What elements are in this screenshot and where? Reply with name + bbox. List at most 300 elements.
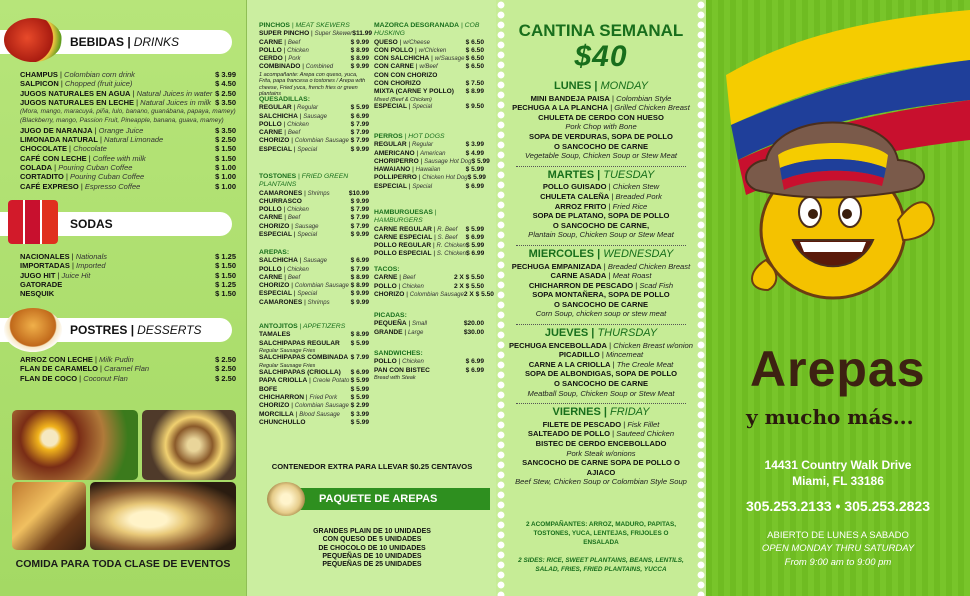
address-line2: Miami, FL 33186: [792, 474, 884, 488]
menu-row: [20, 98, 236, 107]
section-title: PERROS | HOT DOGS: [374, 133, 445, 140]
menu-item-price: $ 2.50: [215, 373, 236, 383]
menu-item: SALCHICHA | Sausage: [259, 257, 327, 265]
menu-item-en: Special: [297, 232, 318, 239]
dish-name: O SANCOCHO DE CARNE,: [552, 220, 650, 230]
juice-flavors-note: (Mora, mango, maracuyá, piña, lulo, banano, guanábana, papaya, mamey) (Blackberry, mango, Passion Fruit, Pineapple, banana, guava, mamey): [20, 108, 236, 125]
menu-row: [20, 182, 236, 191]
menu-item: CERDO | Pork: [259, 55, 301, 63]
day-line: [508, 300, 694, 310]
day-name-en: WEDNESDAY: [603, 247, 674, 260]
menu-row: [374, 242, 484, 250]
menu-item-name: NESQUIK: [20, 289, 55, 299]
menu-item-price: $ 6.50: [465, 38, 484, 46]
menu-row: [374, 329, 484, 337]
menu-item: [374, 88, 454, 96]
menu-row: [259, 104, 369, 112]
menu-item-en: Natural Limonade: [104, 135, 164, 145]
menu-row: [20, 355, 236, 364]
menu-item: CAMARONES | Shrimps: [259, 298, 330, 306]
menu-item: CAFÉ EXPRESO | Espresso Coffee: [20, 181, 141, 191]
day-line: CARNE A LA CRIOLLA | The Creole Meat: [528, 359, 674, 369]
day-name: MIERCOLES | WEDNESDAY: [528, 247, 674, 260]
menu-item: CARNE ESPECIAL | S. Beef: [374, 233, 458, 241]
menu-item-price: $ 7.99: [350, 265, 369, 273]
day-name: LUNES | MONDAY: [554, 80, 648, 92]
tostones-section: [259, 173, 369, 239]
menu-item: LIMONADA NATURAL | Natural Limonade: [20, 135, 164, 145]
menu-row: [259, 129, 369, 137]
menu-item: POLLO | Chicken: [374, 358, 424, 366]
menu-item-name: CHORIZO: [259, 282, 290, 290]
day-line: [508, 369, 694, 379]
postres-header: POSTRES | DESSERTS: [0, 318, 232, 342]
menu-row: [374, 55, 484, 63]
dish-name: FILETE DE PESCADO: [542, 419, 622, 429]
menu-row: [259, 274, 369, 282]
day-line: [508, 151, 694, 161]
menu-row: [259, 402, 369, 410]
menu-item-en: Shrimps: [307, 190, 330, 197]
day-line: MINI BANDEJA PAISA | Colombian Style: [530, 93, 672, 103]
menu-row: [259, 369, 369, 377]
day-line: [508, 132, 694, 142]
menu-item-en: Super Skewer: [314, 31, 353, 38]
menu-item-price: $ 8.99: [465, 88, 484, 96]
day-line: [508, 113, 694, 123]
menu-item: IMPORTADAS | Imported: [20, 261, 106, 271]
menu-row: [374, 320, 484, 328]
menu-row: [259, 30, 373, 38]
menu-item-price: $ 5.99: [350, 377, 369, 385]
menu-item-name: CHORIZO: [259, 402, 290, 410]
menu-row: [374, 39, 484, 47]
dish-name: SALTEADO DE POLLO: [527, 429, 611, 439]
menu-item-price: $ 6.99: [350, 112, 369, 120]
menu-item: CHOCOLATE | Chocolate: [20, 144, 107, 154]
menu-item-price: $ 1.50: [215, 261, 236, 271]
menu-item: ESPECIAL | Special: [259, 145, 318, 153]
day-name-es: VIERNES: [552, 406, 601, 419]
menu-item-en: Combined: [305, 64, 334, 71]
menu-item-name: JUGO DE NARANJA: [20, 125, 93, 135]
section-title: AREPAS:: [259, 249, 290, 256]
menu-item-name: ESPECIAL: [374, 182, 407, 190]
menu-item-price: $ 6.99: [465, 250, 485, 258]
day-block: [508, 329, 694, 398]
day-line: FILETE DE PESCADO | Fisk Fillet: [542, 419, 660, 429]
menu-item-name: CHORIZO: [259, 137, 290, 145]
menu-item-price: $ 3.50: [215, 97, 236, 107]
menu-item-name: SALCHICHA: [259, 112, 298, 120]
section-title-en: | FRIED GREEN PLANTAINS: [259, 173, 349, 189]
mascot-arepa: [738, 90, 968, 320]
dish-name: BISTEC DE CERDO ENCEBOLLADO: [535, 439, 667, 448]
menu-row: [259, 146, 369, 154]
dish-en: Beef Stew, Chicken Soup or Colombian Style Soup: [515, 477, 687, 487]
menu-item-name: GRANDE: [374, 328, 403, 336]
menu-item-en: Pork: [288, 56, 301, 63]
menu-item-name: CHORIZO: [374, 290, 405, 298]
menu-row: [259, 340, 369, 348]
section-title: SANDWICHES:: [374, 350, 423, 357]
menu-item-name: NACIONALES: [20, 252, 70, 261]
dish-name: PECHUGA EMPANIZADA: [511, 261, 602, 271]
menu-item-name: POLLO: [374, 282, 397, 290]
menu-item-name: MIXTA (CARNE Y POLLO): [374, 88, 454, 96]
day-line: CHICHARRON DE PESCADO | Scad Fish: [528, 280, 674, 290]
day-line: [508, 449, 694, 459]
dish-en: The Creole Meat: [616, 359, 674, 369]
menu-item: [374, 367, 430, 375]
menu-item-price: $ 9.99: [350, 290, 369, 298]
menu-item-name: CAMARONES: [259, 189, 303, 197]
postres-list: [0, 355, 246, 383]
dish-en: Mincemeat: [605, 350, 644, 360]
menu-item-en: Special: [297, 291, 318, 298]
sodas-list: [0, 252, 246, 298]
menu-row: [259, 55, 369, 63]
menu-row: [259, 231, 369, 239]
menu-item: CHORIZO | Sausage: [259, 222, 319, 230]
menu-item: JUGO HIT | Juice Hit: [20, 270, 91, 280]
menu-item-en: Imported: [76, 261, 106, 271]
brand-tagline: y mucho más...: [746, 405, 914, 429]
menu-item-note: Regular Sausage Fries: [259, 347, 316, 354]
menu-item-en: S. Beef: [437, 234, 458, 241]
menu-item-en: Small: [412, 321, 428, 328]
arepas-section: [259, 249, 369, 307]
bebidas-list: [0, 70, 246, 191]
menu-item-price: $ 6.99: [350, 369, 369, 377]
menu-item-note: Bread with Steak: [374, 374, 416, 381]
day-line: PECHUGA ENCEBOLLADA | Chicken Breast w/onion: [508, 340, 693, 350]
paquete-line: PEQUEÑAS DE 25 UNIDADES: [322, 561, 422, 569]
day-block: [508, 408, 694, 487]
menu-item-name: POLLO: [259, 120, 282, 128]
menu-row: [20, 252, 236, 261]
menu-row: [259, 214, 369, 222]
menu-item-price: $ 9.50: [465, 103, 484, 111]
section-title-en: | HAMBURGERS: [374, 209, 437, 225]
dish-name: ARROZ FRITO: [554, 201, 607, 211]
drinks-desserts-panel: [0, 0, 246, 596]
menu-item: SALCHICHA | Sausage: [259, 112, 327, 120]
menu-item-price: $ 7.50: [465, 80, 484, 88]
menu-item-price: $ 5.99: [350, 418, 369, 426]
menu-item-price: $ 1.25: [215, 279, 236, 289]
menu-item: REGULAR | Regular: [259, 104, 319, 112]
menu-item-name: QUESO: [374, 38, 398, 46]
menu-item: CARNE | Beef: [259, 273, 301, 281]
menu-row: [259, 121, 369, 129]
menu-item: GRANDE | Large: [374, 328, 424, 336]
day-line: [508, 142, 694, 152]
menu-item: CHAMPUS | Colombian corn drink: [20, 70, 135, 79]
menu-item-price: $ 9.99: [350, 38, 369, 46]
menu-item: [20, 280, 62, 289]
dish-en: Sauteed Chicken: [616, 429, 675, 439]
menu-item-price: $ 3.99: [350, 410, 369, 418]
menu-item-en: Beef: [402, 275, 416, 282]
menu-item-en: w/Cheese: [403, 39, 430, 46]
menu-item-price: $ 9.99: [350, 298, 369, 306]
menu-item-price: $ 6.99: [465, 233, 484, 241]
day-name-es: MARTES: [547, 168, 595, 181]
menu-item-price: $ 6.99: [350, 257, 369, 265]
hours-en: OPEN MONDAY THRU SATURDAY: [761, 543, 915, 554]
menu-item-name: CHUNCHULLO: [259, 418, 306, 426]
day-line: CHULETA CALEÑA | Breaded Pork: [540, 191, 662, 201]
paquete-title: PAQUETE DE AREPAS: [319, 493, 438, 505]
food-menu-panel: [246, 0, 496, 596]
menu-item-price: $ 5.99: [350, 394, 369, 402]
menu-item-en: Special: [412, 104, 433, 111]
right-scallop: [696, 0, 706, 596]
menu-item: REGULAR | Regular: [374, 141, 434, 149]
menu-item: [259, 198, 302, 206]
menu-row: [374, 274, 484, 282]
menu-item-price: $ 3.99: [465, 141, 484, 149]
menu-item-name: CARNE ESPECIAL: [374, 233, 433, 241]
menu-item-en: American: [420, 150, 446, 157]
menu-item-name: CARNE: [259, 129, 283, 137]
menu-item-en: R. Beef: [437, 226, 458, 233]
menu-item: CAFÉ CON LECHE | Coffee with milk: [20, 153, 146, 163]
menu-row: [259, 266, 369, 274]
day-name: MARTES | TUESDAY: [547, 168, 655, 181]
sodas-header-wrap: [0, 212, 232, 236]
dish-name: CHICHARRON DE PESCADO: [528, 280, 634, 290]
menu-item-en: Beef: [287, 274, 301, 281]
menu-row: [374, 283, 484, 291]
menu-item-en: Chopped (fruit juice): [64, 79, 133, 89]
menu-item-en: Chicken: [402, 359, 424, 366]
menu-row: [259, 290, 369, 298]
menu-item: COLADA | Pouring Cuban Coffee: [20, 162, 133, 172]
menu-item-price: $ 7.99: [350, 222, 369, 230]
menu-item-price: $ 1.25: [215, 252, 236, 261]
menu-item-en: Chicken: [287, 207, 309, 214]
menu-row: [374, 290, 494, 299]
menu-item-name: SALPICON: [20, 79, 59, 89]
dish-en: Chicken Stew: [612, 182, 660, 192]
menu-item-price: $ 2.50: [215, 135, 236, 145]
menu-item-name: REGULAR: [374, 141, 407, 149]
day-line: SALTEADO DE POLLO | Sauteed Chicken: [527, 429, 675, 439]
day-separator: [516, 324, 686, 325]
menu-row: [374, 250, 484, 258]
menu-item-note: Regular Sausage Fries: [259, 362, 316, 369]
container-note: CONTENEDOR EXTRA PARA LLEVAR $0.25 CENTAVOS: [271, 462, 473, 471]
dish-en: Corn Soup, chicken soup or stew meat: [535, 309, 667, 319]
menu-item: COMBINADO | Combined: [259, 63, 334, 71]
menu-item-price: $ 5.99: [467, 174, 486, 182]
dish-en: Chicken Breast w/onion: [613, 340, 693, 350]
menu-row: [374, 63, 484, 71]
menu-item-name: JUGOS NATURALES EN LECHE: [20, 97, 135, 107]
antojitos-section: [259, 323, 369, 427]
menu-item: [259, 369, 341, 377]
section-title-en: | HOT DOGS: [402, 133, 445, 140]
brand-name: Arepas: [750, 341, 926, 397]
menu-item-note: Mixed (Beef & Chicken): [374, 96, 432, 103]
menu-row: [374, 80, 484, 88]
menu-item-name: POLLO: [374, 358, 397, 366]
menu-row: [374, 358, 484, 366]
menu-item-name: SUPER PINCHO: [259, 30, 310, 38]
menu-item-price: $ 7.99: [350, 137, 369, 145]
arepas-photo: [90, 482, 236, 550]
menu-row: [259, 223, 369, 231]
menu-item-en: Special: [297, 146, 318, 153]
dish-name: SOPA MONTAÑERA, SOPA DE POLLO: [532, 290, 670, 300]
day-line: [508, 439, 694, 449]
menu-item-en: Espresso Coffee: [84, 181, 141, 191]
menu-item: POLLO | Chicken: [259, 120, 309, 128]
menu-row: [20, 172, 236, 181]
menu-item-name: CAFÉ CON LECHE: [20, 153, 87, 163]
menu-item-price: $ 1.50: [215, 153, 236, 163]
menu-row: [259, 198, 369, 206]
menu-item-name: CON CHORIZO: [374, 80, 421, 88]
menu-item: [259, 386, 277, 394]
cantina-panel: [496, 0, 706, 596]
menu-item-note: 1 acompañante: Arepa con queso, yuca, Frita, papa francesa o tostones / Arepa with cheese, Fried yuca, french fries or green plantains: [259, 71, 366, 98]
dish-name: CARNE A LA CRIOLLA: [528, 359, 611, 369]
day-name-es: LUNES: [554, 80, 592, 92]
day-name-en: FRIDAY: [609, 406, 650, 419]
menu-item-name: POLLO: [259, 265, 282, 273]
menu-item-price: $ 9.99: [350, 197, 369, 205]
menu-item: ARROZ CON LECHE | Milk Pudin: [20, 355, 134, 364]
day-line: PICADILLO | Mincemeat: [558, 350, 644, 360]
menu-item-price: $ 7.99: [350, 214, 369, 222]
menu-item-name: IMPORTADAS: [20, 261, 70, 271]
dish-en: Meat Roast: [612, 271, 652, 281]
menu-item-en: w/Chicken: [418, 47, 447, 54]
dish-name: MINI BANDEJA PAISA: [530, 93, 610, 103]
menu-item-name: POLLO: [259, 206, 282, 214]
menu-item-price: $ 7.99: [350, 120, 369, 128]
section-title: QUESADILLAS:: [259, 96, 310, 103]
menu-item-name: POLLO ESPECIAL: [374, 250, 432, 258]
menu-item: POLLO | Chicken: [259, 46, 309, 54]
menu-item-en: Shrimps: [307, 299, 330, 306]
menu-item: ESPECIAL | Special: [259, 231, 318, 239]
menu-item: [259, 354, 348, 362]
day-block: [508, 168, 694, 240]
section-title: TOSTONES | FRIED GREEN PLANTAINS: [259, 173, 349, 189]
menu-item-name: CON CARNE: [374, 63, 414, 71]
menu-item: POLLO ESPECIAL | S. Chicken: [374, 250, 466, 258]
menu-row: [374, 183, 484, 191]
menu-item: PEQUEÑA | Small: [374, 320, 428, 328]
phone-numbers[interactable]: 305.253.2133 • 305.253.2823: [746, 498, 930, 514]
menu-row: [374, 150, 484, 158]
cantina-days: [508, 78, 694, 487]
menu-item: CHORIZO | Colombian Sausage: [259, 137, 349, 145]
menu-item-name: FLAN DE CARAMELO: [20, 364, 98, 374]
menu-item: SUPER PINCHO | Super Skewer: [259, 30, 353, 38]
dish-en: Fried Rice: [612, 201, 648, 211]
menu-item: CARNE | Beef: [259, 38, 301, 46]
menu-item-name: CARNE: [259, 214, 283, 222]
menu-row: [374, 234, 484, 242]
bandeja-paisa-photo: [12, 410, 138, 480]
dish-name: O SANCOCHO DE CARNE: [553, 299, 649, 309]
menu-item-price: $ 8.99: [350, 273, 369, 281]
events-note: COMIDA PARA TODA CLASE DE EVENTOS: [15, 558, 231, 570]
day-line: [508, 458, 694, 477]
menu-row: [259, 394, 369, 402]
dish-en: Fisk Fillet: [627, 419, 660, 429]
menu-row: [20, 79, 236, 88]
menu-item-price: $ 6.99: [465, 366, 484, 374]
menu-item: JUGOS NATURALES EN LECHE | Natural Juices in milk: [20, 97, 212, 107]
menu-item-name: CARNE REGULAR: [374, 225, 432, 233]
section-title: PICADAS:: [374, 312, 407, 319]
section-title: TACOS:: [374, 266, 400, 273]
menu-item: ESPECIAL | Special: [259, 290, 318, 298]
dish-name: POLLO GUISADO: [542, 182, 607, 192]
menu-item-price: $ 9.99: [350, 231, 369, 239]
menu-row: [259, 411, 369, 419]
menu-item-en: Coconut Flan: [83, 373, 128, 383]
menu-item: AMERICANO | American: [374, 149, 446, 157]
menu-item-price: $ 5.99: [350, 385, 369, 393]
menu-row: [20, 135, 236, 144]
tacos-section: [374, 266, 494, 299]
menu-item-name: LIMONADA NATURAL: [20, 135, 98, 145]
bebidas-header-wrap: [0, 30, 232, 54]
menu-item-en: Beef: [287, 215, 301, 222]
menu-row: [374, 72, 484, 80]
menu-row: [259, 190, 369, 198]
day-line: [508, 211, 694, 221]
menu-item-en: Natural Juices in water: [136, 88, 213, 98]
menu-item-name: BOFE: [259, 385, 278, 393]
menu-item-name: CORTADITO: [20, 172, 64, 182]
menu-item: JUGOS NATURALES EN AGUA | Natural Juices in water: [20, 88, 213, 98]
menu-item-price: $ 7.99: [350, 129, 369, 137]
soda-bottles-photo: [8, 200, 58, 244]
menu-item-name: CHURRASCO: [259, 197, 302, 205]
menu-item-price: $ 9.99: [350, 145, 369, 153]
sancocho-photo: [142, 410, 236, 480]
hamburguesas-section: [374, 209, 484, 259]
menu-item: NACIONALES | Nationals: [20, 252, 107, 261]
menu-row: [259, 257, 369, 265]
menu-row: [374, 47, 484, 55]
menu-item-name: CON SALCHICHA: [374, 55, 430, 63]
day-separator: [516, 245, 686, 246]
menu-item-en: Chicken: [402, 283, 424, 290]
day-line: [508, 122, 694, 132]
menu-item-en: Colombian Sausage: [294, 283, 349, 290]
menu-item-name: CERDO: [259, 55, 283, 63]
menu-item-en: Regular: [297, 105, 319, 112]
menu-row: [259, 39, 369, 47]
menu-item-name: CAFÉ EXPRESO: [20, 181, 79, 191]
menu-item-en: Chicken Hot Dog: [422, 175, 468, 182]
menu-row: [20, 154, 236, 163]
menu-item-price: $ 1.50: [215, 144, 236, 154]
menu-item-price: $ 6.50: [465, 63, 484, 71]
menu-row: [20, 280, 236, 289]
menu-item: MORCILLA | Blood Sausage: [259, 410, 340, 418]
paquete-header: [285, 488, 490, 510]
